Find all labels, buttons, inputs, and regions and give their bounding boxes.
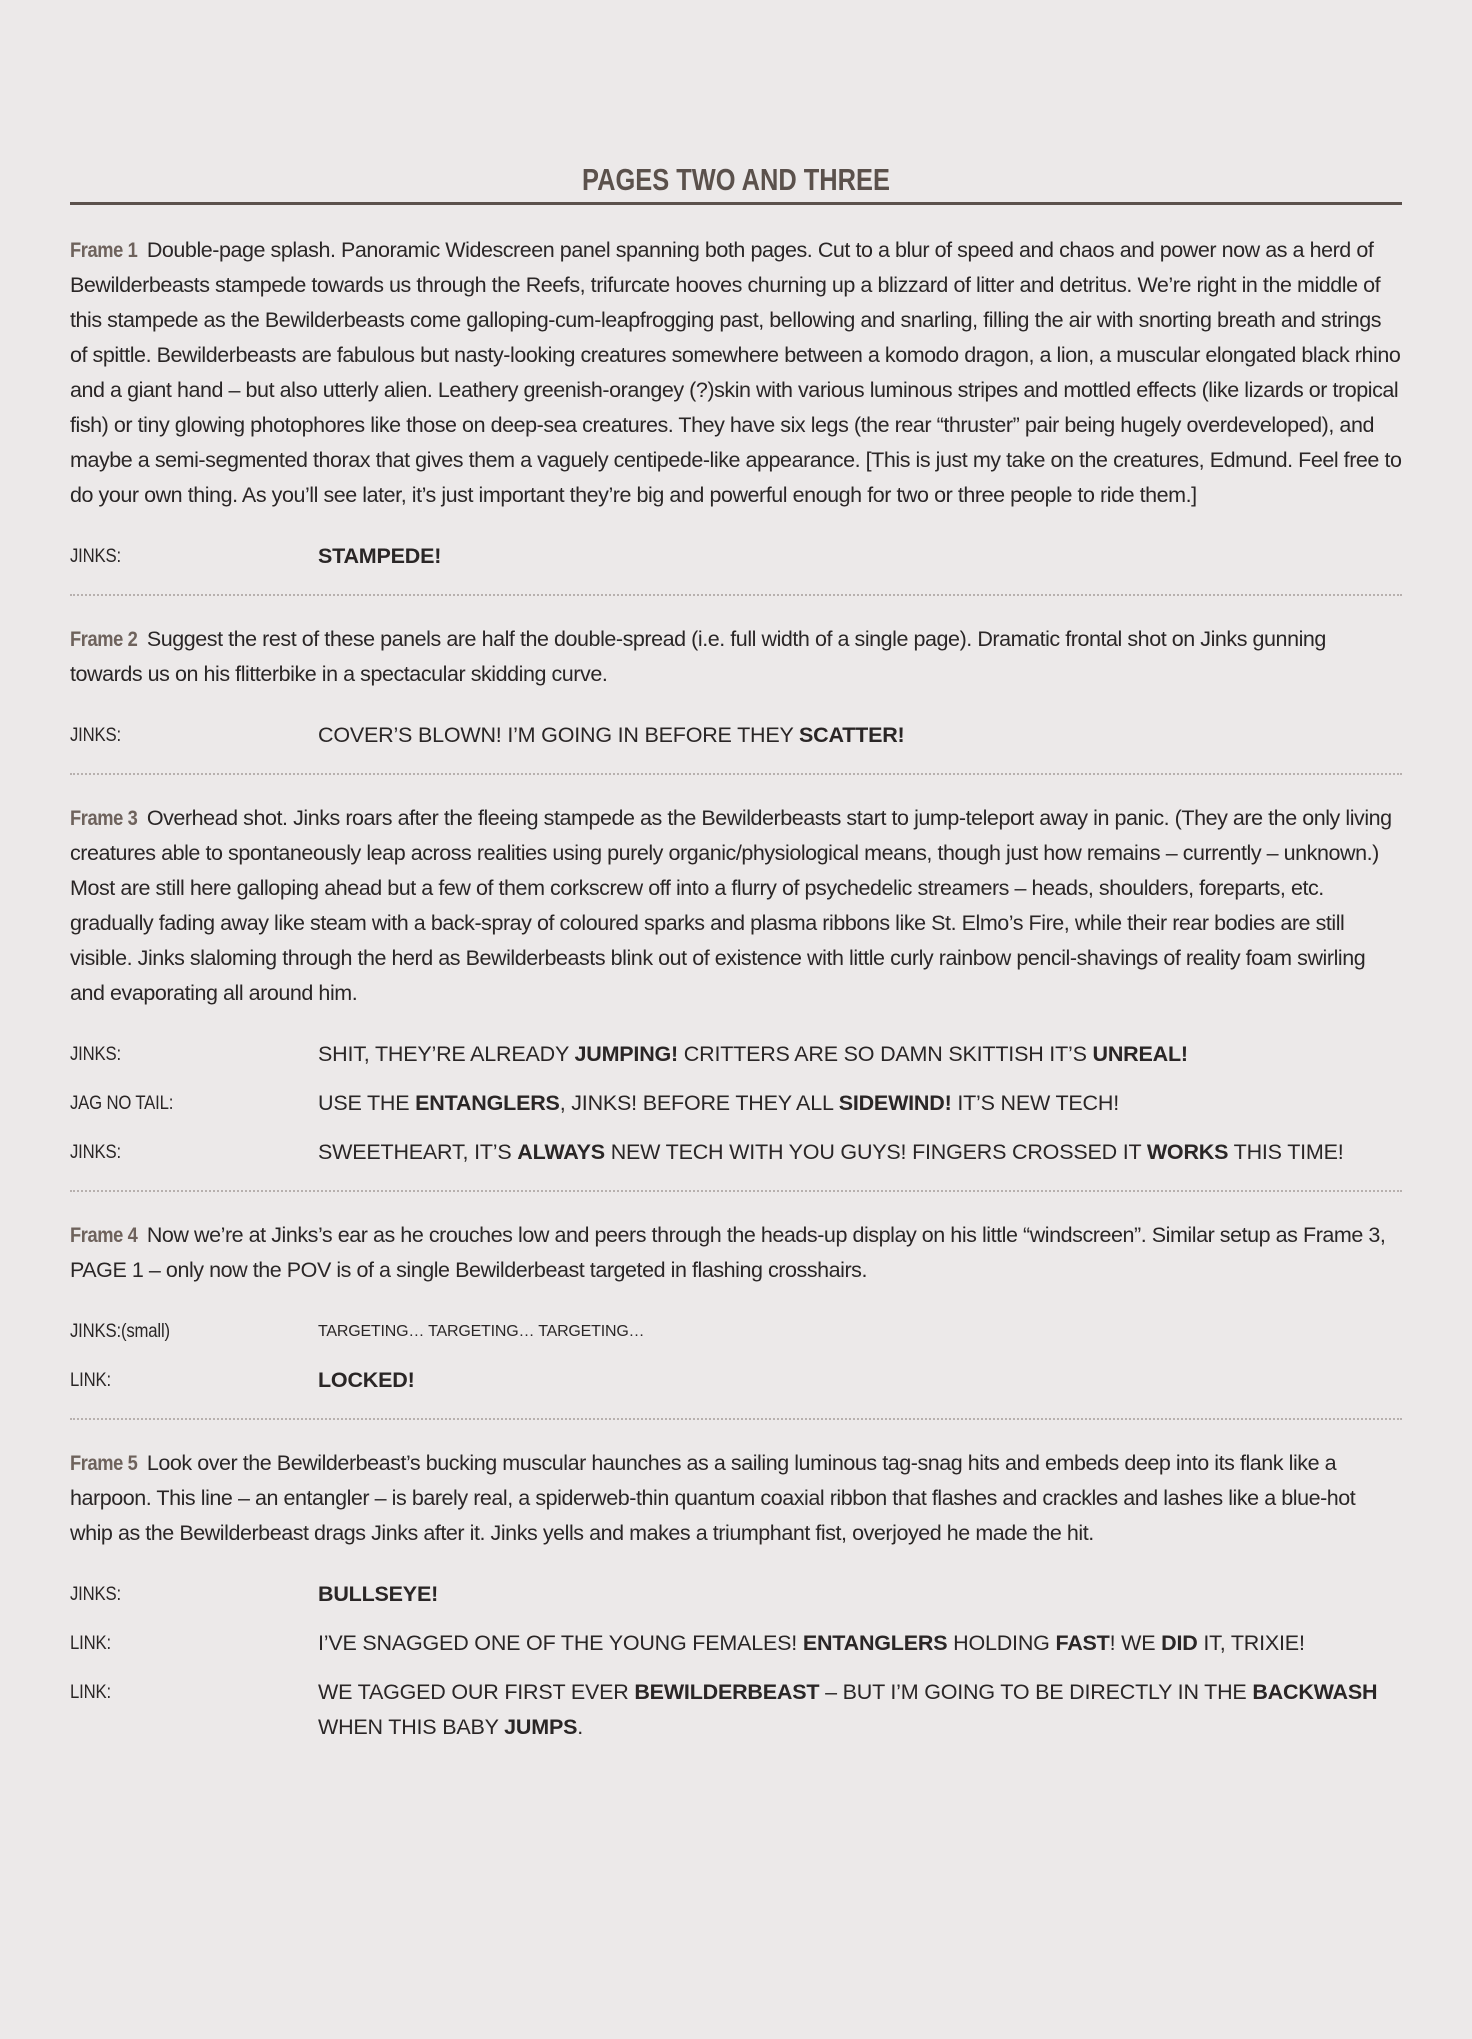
- dialogue-segment: HOLDING: [947, 1631, 1056, 1655]
- frame-description: [70, 1446, 1402, 1551]
- dialogue-segment: CRITTERS ARE SO DAMN SKITTISH IT’S: [678, 1042, 1093, 1066]
- emphasis-text: JUMPING!: [574, 1042, 679, 1066]
- frame-label: Frame 2: [70, 627, 138, 651]
- dialogue-line: [70, 1626, 1402, 1661]
- dialogue-line: [70, 718, 1402, 753]
- dialogue-text: [318, 539, 1402, 574]
- speaker-name: LINK:: [70, 1682, 111, 1703]
- frame-label: Frame 4: [70, 1223, 138, 1247]
- frame-label: Frame 3: [70, 806, 138, 830]
- emphasis-text: JUMPS: [504, 1715, 578, 1739]
- speaker-name: JINKS:: [70, 1584, 121, 1605]
- frame-label: Frame 1: [70, 238, 138, 262]
- dialogue-line: [70, 539, 1402, 574]
- speaker-name: JINKS:: [70, 546, 121, 567]
- frame-description-text: Now we’re at Jinks’s ear as he crouches low and peers through the heads-up display on his little “windscreen”. Similar setup as Frame 3, PAGE 1 – only now the POV is of a single Bewilderbeast targeted in flashing crosshairs.: [70, 1223, 1386, 1282]
- emphasis-text: SCATTER!: [799, 723, 905, 747]
- emphasis-text: LOCKED!: [318, 1368, 415, 1392]
- frames-list: [70, 233, 1402, 1745]
- speaker-name: JAG NO TAIL:: [70, 1093, 174, 1114]
- dialogue-segment: TARGETING… TARGETING… TARGETING…: [318, 1323, 645, 1340]
- dialogue-line: [70, 1135, 1402, 1170]
- frame-description: [70, 1218, 1402, 1288]
- frame-description-text: Double-page splash. Panoramic Widescreen panel spanning both pages. Cut to a blur of speed and chaos and power now as a herd of Bewilderbeasts stampede towards us through the Reefs, trifurcate hooves churning up a blizzard of litter and detritus. We’re right in the middle of this stampede as the Bewilderbeasts come galloping-cum-leapfrogging past, bellowing and snarling, filling the air with snorting breath and strings of spittle. Bewilderbeasts are fabulous but nasty-looking creatures somewhere between a komodo dragon, a lion, a muscular elongated black rhino and a giant hand – but also utterly alien. Leathery greenish-orangey (?)skin with various luminous stripes and mottled effects (like lizards or tropical fish) or tiny glowing photophores like those on deep-sea creatures. They have six legs (the rear “thruster” pair being hugely overdeveloped), and maybe a semi-segmented thorax that gives them a vaguely centipede-like appearance. [This is just my take on the creatures, Edmund. Feel free to do your own thing. As you’ll see later, it’s just important they’re big and powerful enough for two or three people to ride them.]: [70, 238, 1402, 507]
- speaker-name: JINKS:: [70, 1142, 121, 1163]
- dialogue-line: [70, 1086, 1402, 1121]
- emphasis-text: BEWILDERBEAST: [634, 1680, 820, 1704]
- dialogue-line: [70, 1675, 1402, 1745]
- dialogue-text: [318, 718, 1402, 753]
- speaker-name: LINK:: [70, 1633, 111, 1654]
- dialogue-text: [318, 1363, 1402, 1398]
- dialogue-text: [318, 1577, 1402, 1612]
- dialogue-line: [70, 1314, 1402, 1349]
- dialogue-text: [318, 1086, 1402, 1121]
- emphasis-text: DID: [1161, 1631, 1198, 1655]
- dialogue-text: [318, 1626, 1402, 1661]
- emphasis-text: FAST: [1055, 1631, 1110, 1655]
- emphasis-text: UNREAL!: [1092, 1042, 1188, 1066]
- dialogue-text: [318, 1314, 1402, 1349]
- dotted-divider: [70, 594, 1402, 596]
- speaker-name: JINKS:(small): [70, 1321, 170, 1342]
- dotted-divider: [70, 773, 1402, 775]
- emphasis-text: WORKS: [1146, 1140, 1229, 1164]
- dialogue-segment: COVER’S BLOWN! I’M GOING IN BEFORE THEY: [318, 723, 799, 747]
- dotted-divider: [70, 1190, 1402, 1192]
- dialogue-line: [70, 1037, 1402, 1072]
- dialogue-segment: SHIT, THEY’RE ALREADY: [318, 1042, 575, 1066]
- frame-description: [70, 622, 1402, 692]
- emphasis-text: ALWAYS: [517, 1140, 605, 1164]
- emphasis-text: ENTANGLERS: [415, 1091, 560, 1115]
- dialogue-segment: USE THE: [318, 1091, 416, 1115]
- dialogue-segment: , JINKS! BEFORE THEY ALL: [559, 1091, 839, 1115]
- emphasis-text: BACKWASH: [1252, 1680, 1378, 1704]
- dialogue-segment: – BUT I’M GOING TO BE DIRECTLY IN THE: [819, 1680, 1253, 1704]
- dialogue-line: [70, 1363, 1402, 1398]
- emphasis-text: SIDEWIND!: [838, 1091, 952, 1115]
- dialogue-segment: WHEN THIS BABY: [318, 1715, 505, 1739]
- dialogue-segment: NEW TECH WITH YOU GUYS! FINGERS CROSSED IT: [604, 1140, 1147, 1164]
- emphasis-text: BULLSEYE!: [318, 1582, 439, 1606]
- dialogue-segment: SWEETHEART, IT’S: [318, 1140, 518, 1164]
- dialogue-segment: ! WE: [1109, 1631, 1162, 1655]
- frame-1: [70, 233, 1402, 574]
- page-title: PAGES TWO AND THREE: [582, 162, 890, 197]
- dialogue-text: [318, 1037, 1402, 1072]
- frame-description: [70, 233, 1402, 513]
- frame-2: [70, 622, 1402, 753]
- frame-4: [70, 1218, 1402, 1398]
- dialogue-segment: IT, TRIXIE!: [1197, 1631, 1305, 1655]
- dialogue-segment: .: [577, 1715, 584, 1739]
- dialogue-text: [318, 1675, 1402, 1745]
- frame-description-text: Look over the Bewilderbeast’s bucking muscular haunches as a sailing luminous tag-snag hits and embeds deep into its flank like a harpoon. This line – an entangler – is barely real, a spiderweb-thin quantum coaxial ribbon that flashes and crackles and lashes like a blue-hot whip as the Bewilderbeast drags Jinks after it. Jinks yells and makes a triumphant fist, overjoyed he made the hit.: [70, 1451, 1356, 1545]
- dialogue-text: [318, 1135, 1402, 1170]
- dialogue-segment: THIS TIME!: [1228, 1140, 1344, 1164]
- speaker-name: LINK:: [70, 1370, 111, 1391]
- frame-5: [70, 1446, 1402, 1745]
- frame-description-text: Overhead shot. Jinks roars after the fleeing stampede as the Bewilderbeasts start to jump-teleport away in panic. (They are the only living creatures able to spontaneously leap across realities using purely organic/physiological means, though just how remains – currently – unknown.) Most are still here galloping ahead but a few of them corkscrew off into a flurry of psychedelic streamers – heads, shoulders, foreparts, etc. gradually fading away like steam with a back-spray of coloured sparks and plasma ribbons like St. Elmo’s Fire, while their rear bodies are still visible. Jinks slaloming through the herd as Bewilderbeasts blink out of existence with little curly rainbow pencil-shavings of reality foam swirling and evaporating all around him.: [70, 806, 1392, 1005]
- dialogue-line: [70, 1577, 1402, 1612]
- emphasis-text: ENTANGLERS: [802, 1631, 948, 1655]
- script-page: [70, 160, 1402, 1759]
- frame-label: Frame 5: [70, 1451, 138, 1475]
- emphasis-text: STAMPEDE!: [318, 544, 442, 568]
- dialogue-segment: IT’S NEW TECH!: [951, 1091, 1119, 1115]
- title-rule: [70, 202, 1402, 205]
- dotted-divider: [70, 1418, 1402, 1420]
- speaker-name: JINKS:: [70, 1044, 121, 1065]
- dialogue-segment: I’VE SNAGGED ONE OF THE YOUNG FEMALES!: [318, 1631, 803, 1655]
- speaker-name: JINKS:: [70, 725, 121, 746]
- frame-description-text: Suggest the rest of these panels are half the double-spread (i.e. full width of a single page). Dramatic frontal shot on Jinks gunning towards us on his flitterbike in a spectacular skidding curve.: [70, 627, 1326, 686]
- dialogue-segment: WE TAGGED OUR FIRST EVER: [318, 1680, 635, 1704]
- frame-3: [70, 801, 1402, 1170]
- frame-description: [70, 801, 1402, 1011]
